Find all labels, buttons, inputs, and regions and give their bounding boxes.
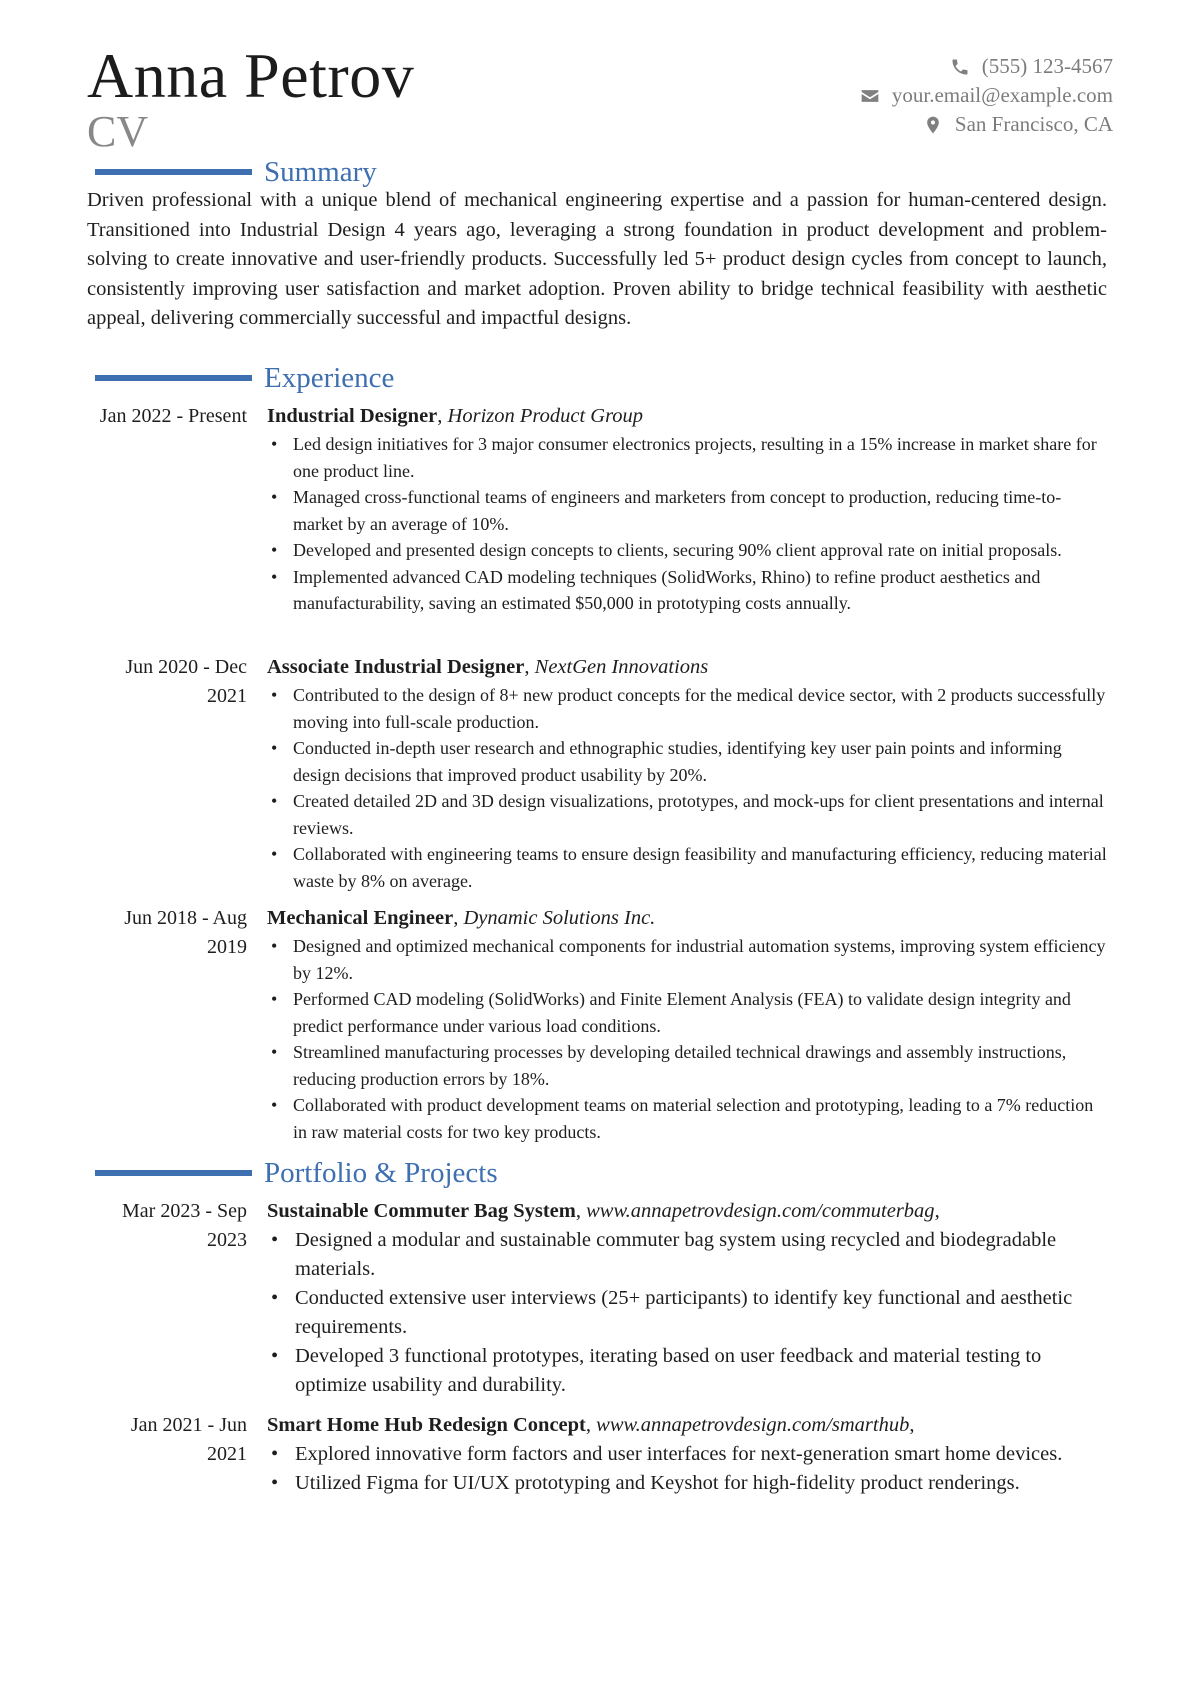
phone-icon [950,57,970,77]
phone-text: (555) 123-4567 [981,54,1113,78]
entry-title: Smart Home Hub Redesign Concept, www.annapetrovdesign.com/smarthub, [267,1414,915,1436]
bullet-item: • Developed 3 functional prototypes, iterating based on user feedback and material testing to optimize usability and durability. [267,1342,1107,1400]
job-role: Associate Industrial Designer [267,656,525,678]
project-name: Smart Home Hub Redesign Concept [267,1414,586,1436]
section-bar [95,375,252,381]
bullet-item: • Performed CAD modeling (SolidWorks) and Finite Element Analysis (FEA) to validate design integrity and predict performance under various load conditions. [267,986,1107,1039]
summary-heading [95,154,377,190]
entry-title: Mechanical Engineer, Dynamic Solutions Inc. [267,907,656,929]
entry-title: Industrial Designer, Horizon Product Group [267,405,644,427]
summary-text: Driven professional with a unique blend of mechanical engineering expertise and a passion for human-centered design. Transitioned into Industrial Design 4 years ago, leveraging a strong foundation in product development and problem-solving to create innovative and user-friendly products. Successfully led 5+ product design cycles from concept to launch, consistently improving user satisfaction and market adoption. Proven ability to bridge technical feasibility with aesthetic appeal, delivering commercially successful and impactful designs. [87,189,1107,329]
email-text: your.email@example.com [891,83,1113,107]
experience-entry [87,402,1107,617]
section-title: Experience [264,361,395,394]
entry-date: Jun 2018 - Aug 2019 [124,907,247,958]
experience-heading [95,360,394,396]
contact-phone[interactable] [860,52,1113,81]
bullet-list [267,431,1107,617]
bullet-item: • Collaborated with product development teams on material selection and prototyping, leading to a 7% reduction in raw material costs for two key products. [267,1092,1107,1145]
bullet-item: • Explored innovative form factors and user interfaces for next-generation smart home devices. [267,1440,1107,1469]
job-role: Mechanical Engineer [267,907,454,929]
location-text: San Francisco, CA [954,112,1113,136]
envelope-icon [860,86,880,106]
project-link[interactable]: www.annapetrovdesign.com/smarthub [596,1414,910,1436]
contact-block [860,52,1113,139]
section-title: Portfolio & Projects [264,1156,498,1189]
section-bar [95,1170,252,1176]
entry-date: Jan 2022 - Present [99,405,247,427]
company-name: Horizon Product Group [447,405,644,427]
bullet-list [267,1440,1107,1498]
project-entry [87,1411,1107,1498]
job-role: Industrial Designer [267,405,438,427]
map-pin-icon [923,115,943,135]
document-subtitle: CV [87,107,149,156]
bullet-item: • Led design initiatives for 3 major consumer electronics projects, resulting in a 15% increase in market share for one product line. [267,431,1107,484]
bullet-list [267,1226,1107,1400]
bullet-item: • Designed and optimized mechanical components for industrial automation systems, improving system efficiency by 12%. [267,933,1107,986]
entry-date: Mar 2023 - Sep 2023 [122,1200,247,1251]
project-name: Sustainable Commuter Bag System [267,1200,576,1222]
bullet-item: • Conducted extensive user interviews (25+ participants) to identify key functional and aesthetic requirements. [267,1284,1107,1342]
bullet-list [267,682,1107,894]
entry-title: Associate Industrial Designer, NextGen Innovations [267,656,709,678]
entry-date: Jan 2021 - Jun 2021 [130,1414,247,1465]
experience-entry [87,653,1107,894]
section-bar [95,169,252,175]
bullet-item: • Contributed to the design of 8+ new product concepts for the medical device sector, with 2 products successfully moving into full-scale production. [267,682,1107,735]
bullet-item: • Created detailed 2D and 3D design visualizations, prototypes, and mock-ups for client presentations and internal reviews. [267,788,1107,841]
bullet-item: • Utilized Figma for UI/UX prototyping and Keyshot for high-fidelity product renderings. [267,1469,1107,1498]
project-entry [87,1197,1107,1400]
company-name: Dynamic Solutions Inc. [463,907,656,929]
bullet-item: • Streamlined manufacturing processes by developing detailed technical drawings and assembly instructions, reducing production errors by 18%. [267,1039,1107,1092]
bullet-item: • Implemented advanced CAD modeling techniques (SolidWorks, Rhino) to refine product aesthetics and manufacturability, saving an estimated $50,000 in prototyping costs annually. [267,564,1107,617]
bullet-list [267,933,1107,1145]
bullet-item: • Conducted in-depth user research and ethnographic studies, identifying key user pain points and informing design decisions that improved product usability by 20%. [267,735,1107,788]
section-title: Summary [264,155,377,188]
bullet-item: • Collaborated with engineering teams to ensure design feasibility and manufacturing efficiency, reducing material waste by 8% on average. [267,841,1107,894]
contact-location [860,110,1113,139]
entry-date: Jun 2020 - Dec 2021 [125,656,247,707]
contact-email[interactable] [860,81,1113,110]
bullet-item: • Developed and presented design concepts to clients, securing 90% client approval rate on initial proposals. [267,537,1107,564]
bullet-item: • Designed a modular and sustainable commuter bag system using recycled and biodegradable materials. [267,1226,1107,1284]
projects-heading [95,1155,498,1191]
experience-entry [87,904,1107,1145]
bullet-item: • Managed cross-functional teams of engineers and marketers from concept to production, reducing time-to-market by an average of 10%. [267,484,1107,537]
company-name: NextGen Innovations [534,656,709,678]
candidate-name: Anna Petrov [87,40,415,111]
entry-title: Sustainable Commuter Bag System, www.annapetrovdesign.com/commuterbag, [267,1200,940,1222]
project-link[interactable]: www.annapetrovdesign.com/commuterbag [586,1200,935,1222]
